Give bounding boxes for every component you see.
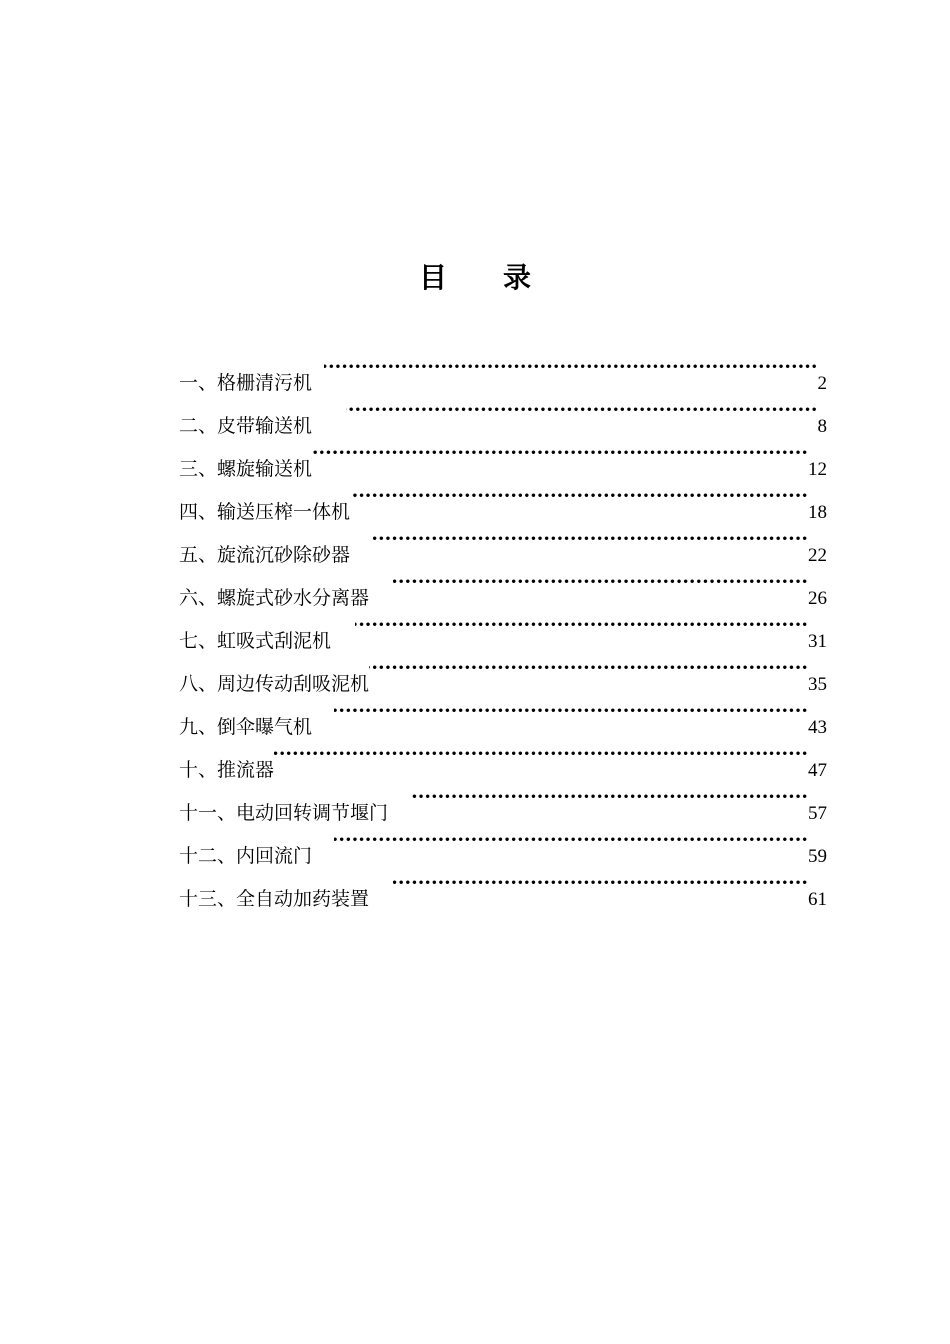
toc-entry-page: 18 (808, 502, 827, 523)
toc-dot-leader (334, 690, 808, 733)
toc-entry-page: 43 (808, 717, 827, 738)
toc-title-char-1: 目 (418, 261, 447, 294)
toc-entry-label: 二、皮带输送机 (179, 415, 313, 437)
toc-entry-label: 十三、全自动加药装置 (179, 888, 370, 910)
toc-dot-leader (324, 346, 817, 389)
toc-dot-leader (393, 862, 808, 905)
toc-entry-label: 十二、内回流门 (179, 845, 313, 867)
toc-list (179, 346, 827, 910)
toc-entry-page: 59 (808, 846, 827, 867)
toc-entry-page: 35 (808, 674, 827, 695)
toc-entry-label: 三、螺旋输送机 (179, 458, 313, 480)
toc-dot-leader (355, 604, 808, 647)
toc-entry[interactable] (179, 733, 827, 781)
toc-entry-label: 五、旋流沉砂除砂器 (179, 544, 351, 566)
toc-dot-leader (372, 518, 808, 561)
toc-entry-page: 47 (808, 760, 827, 781)
toc-entry-label: 一、格栅清污机 (179, 372, 313, 394)
toc-title-char-2: 录 (503, 261, 532, 294)
toc-entry-label: 四、输送压榨一体机 (179, 501, 351, 523)
toc-entry-label: 十、推流器 (179, 759, 275, 781)
toc-entry-label: 十一、电动回转调节堰门 (179, 802, 389, 824)
toc-dot-leader (393, 561, 808, 604)
toc-entry-page: 12 (808, 459, 827, 480)
toc-entry-label: 七、虹吸式刮泥机 (179, 630, 332, 652)
toc-dot-leader (410, 776, 808, 819)
toc-dot-leader (274, 733, 808, 776)
toc-entry-label: 六、螺旋式砂水分离器 (179, 587, 370, 609)
toc-entry[interactable] (179, 776, 827, 824)
toc-dot-leader (346, 389, 817, 432)
toc-entry-label: 八、周边传动刮吸泥机 (179, 673, 370, 695)
toc-entry-page: 8 (817, 416, 827, 437)
toc-entry-page: 57 (808, 803, 827, 824)
toc-entry-page: 2 (817, 373, 827, 394)
toc-entry-page: 26 (808, 588, 827, 609)
toc-dot-leader (369, 647, 808, 690)
toc-entry-page: 31 (808, 631, 827, 652)
toc-dot-leader (350, 475, 808, 518)
toc-dot-leader (334, 819, 808, 862)
toc-entry-page: 22 (808, 545, 827, 566)
toc-entry-page: 61 (808, 889, 827, 910)
toc-entry[interactable] (179, 346, 827, 394)
toc-dot-leader (312, 432, 808, 475)
toc-title (0, 258, 950, 298)
toc-entry-label: 九、倒伞曝气机 (179, 716, 313, 738)
